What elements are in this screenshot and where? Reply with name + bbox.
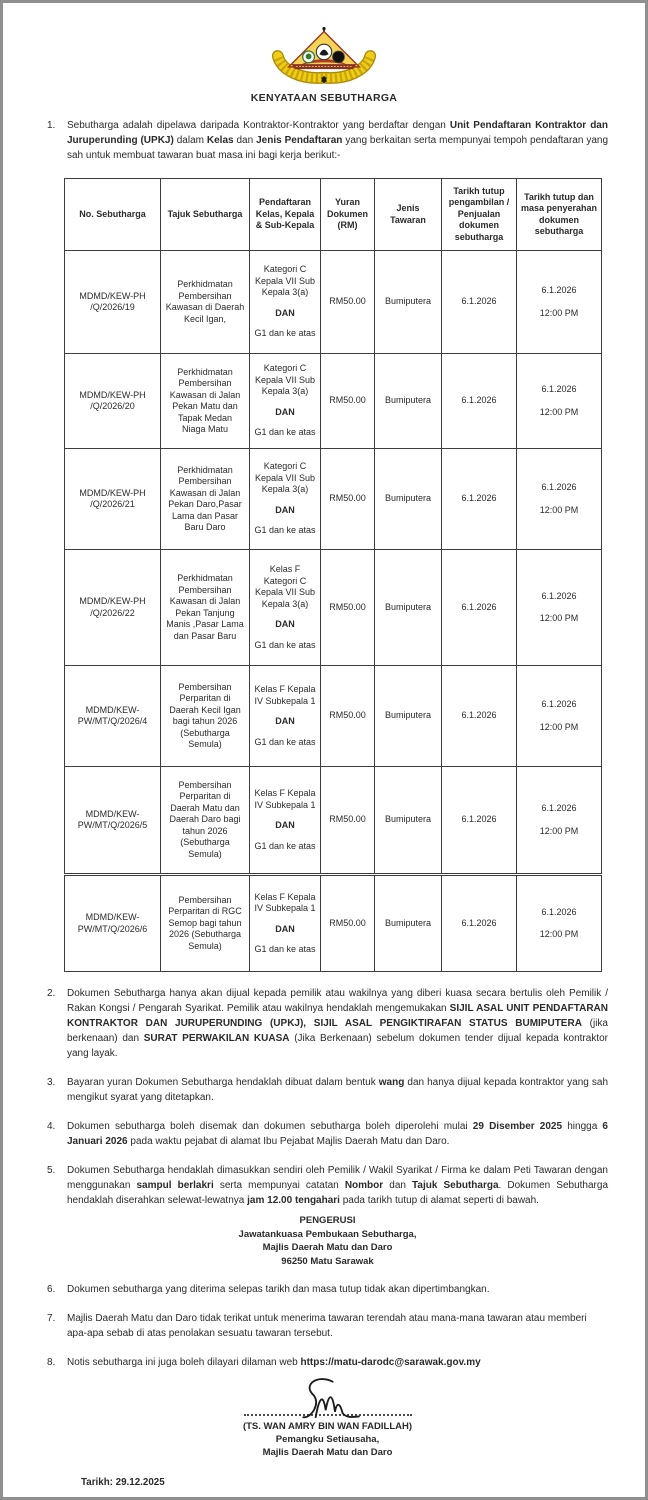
table-row (65, 767, 602, 875)
document-body (3, 118, 645, 1488)
cell-tarikh-serah (517, 875, 602, 972)
notice-item (47, 1075, 608, 1105)
cell-pendaftaran (250, 875, 321, 972)
pendaftaran-dan: DAN (275, 504, 295, 515)
table-row (65, 550, 602, 666)
pendaftaran-dan: DAN (275, 923, 295, 934)
table-body (65, 251, 602, 972)
cell-tarikh-serah (517, 550, 602, 666)
pendaftaran-dan: DAN (275, 820, 295, 830)
cell-pendaftaran (250, 251, 321, 354)
pendaftaran-kelas: Kategori C Kepala VII Sub Kepala 3(a) (254, 363, 316, 397)
cell-tarikh-serah (517, 354, 602, 449)
cell-tarikh-serah (517, 251, 602, 354)
cell-jenis: Bumiputera (375, 875, 442, 972)
cell-yuran: RM50.00 (321, 550, 375, 666)
cell-tarikh-jual: 6.1.2026 (442, 875, 517, 972)
cell-tajuk: Perkhidmatan Pembersihan Kawasan di Daerah Kecil Igan, (161, 251, 250, 354)
cell-yuran: RM50.00 (321, 666, 375, 767)
item-number: 6. (47, 1284, 56, 1295)
address-line: Majlis Daerah Matu dan Daro (262, 1242, 393, 1253)
cell-jenis: Bumiputera (375, 550, 442, 666)
cell-tarikh-serah (517, 767, 602, 875)
item-text: Notis sebutharga ini juga boleh dilayari dilaman web https://matu-darodc@sarawak.gov.my (67, 1357, 481, 1368)
signature-dotted-line (244, 1414, 412, 1416)
pendaftaran-dan: DAN (275, 619, 295, 629)
item-text: Bayaran yuran Dokumen Sebutharga hendaklah dibuat dalam bentuk wang dan hanya dijual kepada kontraktor yang sah mengikut syarat yang ditetapkan. (67, 1077, 609, 1103)
cell-yuran: RM50.00 (321, 354, 375, 449)
pendaftaran-gred: G1 dan ke atas (254, 736, 316, 747)
pendaftaran-dan: DAN (275, 406, 295, 417)
pendaftaran-kelas: Kelas F Kategori C Kepala VII Sub Kepala 3(a) (254, 564, 316, 609)
cell-tarikh-jual: 6.1.2026 (442, 449, 517, 550)
col-header-tarikh-serah: Tarikh tutup dan masa penyerahan dokumen sebutharga (517, 179, 602, 251)
document-header (3, 3, 645, 104)
notice-item (47, 1355, 608, 1370)
document-title: KENYATAAN SEBUTHARGA (250, 92, 398, 104)
item-text: Sebutharga adalah dipelawa daripada Kontraktor-Kontraktor yang berdaftar dengan Unit Pendaftaran Kontraktor dan Juruperunding (UPKJ) dalam Kelas dan Jenis Pendaftaran yang berkaitan serta mempunyai tempoh pendaftaran yang sah untuk membuat tawaran buat masa ini bagi kerja berikut:- (67, 120, 608, 161)
pendaftaran-gred: G1 dan ke atas (254, 639, 316, 650)
address-line: 96250 Matu Sarawak (281, 1255, 374, 1267)
cell-tarikh-jual: 6.1.2026 (442, 666, 517, 767)
item-text: Majlis Daerah Matu dan Daro tidak terikat untuk menerima tawaran terendah atau mana-mana tawaran atau memberi apa-apa sebab di atas penolakan sesuatu tawaran tersebut. (67, 1313, 587, 1339)
cell-tarikh-serah (517, 666, 602, 767)
cell-yuran: RM50.00 (321, 875, 375, 972)
cell-tajuk: Perkhidmatan Pembersihan Kawasan di Jalan Pekan Tanjung Manis ,Pasar Lama dan Pasar Baru (161, 550, 250, 666)
tarikh-serah-date: 6.1.2026 (541, 384, 577, 394)
item-number: 5. (47, 1165, 56, 1176)
pendaftaran-kelas: Kelas F Kepala IV Subkepala 1 (254, 684, 316, 706)
tarikh-serah-date: 6.1.2026 (541, 590, 577, 601)
tender-table (64, 178, 602, 972)
item-number: 2. (47, 988, 56, 999)
table-row (65, 875, 602, 972)
address-line: PENGERUSI (299, 1215, 356, 1226)
table-header (65, 179, 602, 251)
cell-no-sebutharga: MDMD/KEW-PW/MT/Q/2026/4 (65, 666, 161, 767)
table-row (65, 251, 602, 354)
tarikh-serah-date: 6.1.2026 (541, 803, 577, 813)
tarikh-serah-time: 12:00 PM (539, 406, 579, 417)
cell-tajuk: Perkhidmatan Pembersihan Kawasan di Jalan Pekan Daro,Pasar Lama dan Pasar Baru Daro (161, 449, 250, 550)
tarikh-serah-date: 6.1.2026 (541, 285, 577, 295)
cell-tarikh-jual: 6.1.2026 (442, 354, 517, 449)
signature-block (47, 1374, 608, 1459)
signatory-organisation: Majlis Daerah Matu dan Daro (262, 1447, 393, 1458)
cell-tajuk: Pembersihan Perparitan di Daerah Kecil Igan bagi tahun 2026 (Sebutharga Semula) (161, 666, 250, 767)
cell-tarikh-jual: 6.1.2026 (442, 251, 517, 354)
tarikh-serah-time: 12:00 PM (539, 307, 579, 318)
cell-pendaftaran (250, 767, 321, 875)
cell-no-sebutharga: MDMD/KEW-PH /Q/2026/19 (65, 251, 161, 354)
tarikh-serah-time: 12:00 PM (539, 613, 579, 623)
item-number: 4. (47, 1121, 56, 1132)
cell-no-sebutharga: MDMD/KEW-PH /Q/2026/22 (65, 550, 161, 666)
item-text: Dokumen Sebutharga hendaklah dimasukkan sendiri oleh Pemilik / Wakil Syarikat / Firma ke dalam Peti Tawaran dengan menggunakan sampul berlakri serta mempunyai catatan Nombor dan Tajuk Sebutharga. Dokumen Sebutharga hendaklah diserahkan selewat-lewatnya jam 12.00 tengahari pada tarikh tutup di alamat seperti di bawah. (67, 1165, 609, 1206)
cell-pendaftaran (250, 354, 321, 449)
pendaftaran-gred: G1 dan ke atas (254, 840, 316, 851)
tarikh-serah-time: 12:00 PM (539, 721, 579, 732)
notice-item (47, 1282, 608, 1297)
item-text: Dokumen sebutharga boleh disemak dan dokumen sebutharga boleh diperolehi mulai 29 Disember 2025 hingga 6 Januari 2026 pada waktu pejabat di alamat Ibu Pejabat Majlis Daerah Matu dan Daro. (67, 1121, 608, 1147)
cell-tarikh-jual: 6.1.2026 (442, 767, 517, 875)
address-block (47, 1214, 608, 1268)
cell-jenis: Bumiputera (375, 666, 442, 767)
cell-jenis: Bumiputera (375, 354, 442, 449)
cell-pendaftaran (250, 550, 321, 666)
tarikh-serah-date: 6.1.2026 (541, 482, 577, 492)
item-text: Dokumen Sebutharga hanya akan dijual kepada pemilik atau wakilnya yang diberi kuasa secara bertulis oleh Pemilik / Rakan Kongsi / Pengarah Syarikat. Pemilik atau wakilnya hendaklah mengemukakan SIJIL ASAL UNIT PENDAFTARAN KONTRAKTOR DAN JURUPERUNDING (UPKJ), SIJIL ASAL PENGIKTIRAFAN STATUS BUMIPUTERA (jika berkenaan) dan SURAT PERWAKILAN KUASA (Jika Berkenaan) sebelum dokumen tender dijual kepada kontraktor yang layak. (67, 988, 608, 1059)
pendaftaran-gred: G1 dan ke atas (254, 944, 316, 954)
col-header-tarikh-jual: Tarikh tutup pengambilan / Penjualan dokumen sebutharga (442, 179, 517, 251)
item-number: 7. (47, 1313, 56, 1324)
cell-yuran: RM50.00 (321, 251, 375, 354)
col-header-pendaftaran: Pendaftaran Kelas, Kepala & Sub-Kepala (250, 179, 321, 251)
table-row (65, 666, 602, 767)
cell-no-sebutharga: MDMD/KEW-PH /Q/2026/20 (65, 354, 161, 449)
col-header-no: No. Sebutharga (65, 179, 161, 251)
tarikh-serah-time: 12:00 PM (539, 825, 579, 836)
notice-item (47, 986, 608, 1061)
signatory-name: (TS. WAN AMRY BIN WAN FADILLAH) (242, 1421, 413, 1432)
cell-yuran: RM50.00 (321, 767, 375, 875)
cell-yuran: RM50.00 (321, 449, 375, 550)
cell-jenis: Bumiputera (375, 251, 442, 354)
tarikh-serah-time: 12:00 PM (539, 929, 579, 939)
notice-item (47, 1119, 608, 1149)
item-number: 8. (47, 1357, 56, 1368)
table-row (65, 354, 602, 449)
table-row (65, 449, 602, 550)
pendaftaran-dan: DAN (275, 716, 295, 726)
item-number: 3. (47, 1077, 56, 1088)
notice-items-mid (47, 986, 608, 1208)
col-header-tajuk: Tajuk Sebutharga (161, 179, 250, 251)
cell-pendaftaran (250, 666, 321, 767)
col-header-jenis: Jenis Tawaran (375, 179, 442, 251)
pendaftaran-dan: DAN (275, 307, 295, 318)
date-line: Tarikh: 29.12.2025 (81, 1477, 165, 1488)
tarikh-serah-date: 6.1.2026 (541, 699, 577, 709)
item-number: 1. (47, 120, 56, 131)
cell-tajuk: Pembersihan Perparitan di Daerah Matu dan Daerah Daro bagi tahun 2026 (Sebutharga Semula) (161, 767, 250, 875)
notice-item (47, 1163, 608, 1208)
cell-no-sebutharga: MDMD/KEW-PH /Q/2026/21 (65, 449, 161, 550)
notice-item (47, 1311, 608, 1341)
cell-pendaftaran (250, 449, 321, 550)
notice-item-1 (47, 118, 608, 163)
pendaftaran-kelas: Kelas F Kepala IV Subkepala 1 (254, 891, 316, 913)
item-text: Dokumen sebutharga yang diterima selepas tarikh dan masa tutup tidak akan dipertimbangkan. (67, 1284, 490, 1295)
cell-tajuk: Pembersihan Perparitan di RGC Semop bagi tahun 2026 (Sebutharga Semula) (161, 875, 250, 972)
address-line: Jawatankuasa Pembukaan Sebutharga, (238, 1228, 417, 1240)
cell-tarikh-jual: 6.1.2026 (442, 550, 517, 666)
notice-items-bottom (47, 1282, 608, 1370)
cell-no-sebutharga: MDMD/KEW-PW/MT/Q/2026/6 (65, 875, 161, 972)
cell-no-sebutharga: MDMD/KEW-PW/MT/Q/2026/5 (65, 767, 161, 875)
cell-jenis: Bumiputera (375, 767, 442, 875)
pendaftaran-gred: G1 dan ke atas (254, 328, 316, 339)
pendaftaran-kelas: Kategori C Kepala VII Sub Kepala 3(a) (254, 264, 316, 298)
pendaftaran-kelas: Kelas F Kepala IV Subkepala 1 (254, 788, 316, 810)
signatory-role: Pemangku Setiausaha, (275, 1434, 380, 1445)
cell-jenis: Bumiputera (375, 449, 442, 550)
cell-tarikh-serah (517, 449, 602, 550)
council-crest-icon (3, 27, 645, 85)
tarikh-serah-date: 6.1.2026 (541, 906, 577, 917)
col-header-yuran: Yuran Dokumen (RM) (321, 179, 375, 251)
tarikh-serah-time: 12:00 PM (539, 504, 579, 515)
pendaftaran-gred: G1 dan ke atas (254, 525, 316, 536)
cell-tajuk: Perkhidmatan Pembersihan Kawasan di Jalan Pekan Matu dan Tapak Medan Niaga Matu (161, 354, 250, 449)
pendaftaran-kelas: Kategori C Kepala VII Sub Kepala 3(a) (254, 461, 316, 495)
pendaftaran-gred: G1 dan ke atas (254, 427, 316, 438)
